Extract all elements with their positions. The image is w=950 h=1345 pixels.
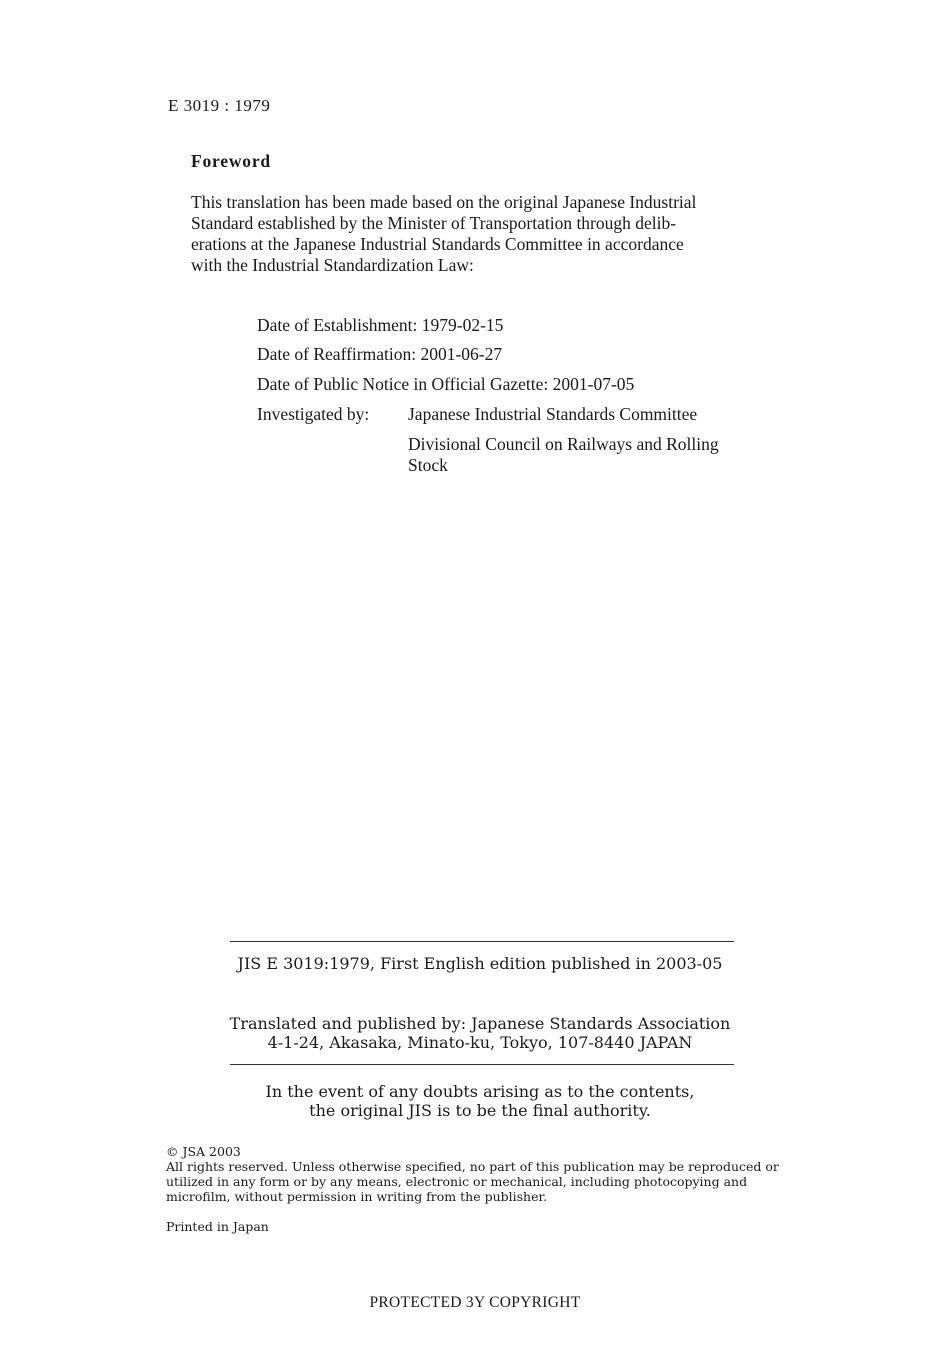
top-divider	[230, 941, 734, 942]
authority-line-1: In the event of any doubts arising as to the contents,	[265, 1082, 695, 1101]
investigated-by-value	[408, 404, 808, 476]
date-of-reaffirmation: Date of Reaffirmation: 2001-06-27	[257, 344, 503, 364]
foreword-line: erations at the Japanese Industrial Standards Committee in accordance	[191, 234, 684, 254]
foreword-heading: Foreword	[191, 151, 271, 171]
bottom-divider	[230, 1064, 734, 1065]
authority-line-2: the original JIS is to be the final authority.	[309, 1101, 651, 1120]
foreword-line: with the Industrial Standardization Law:	[191, 255, 474, 275]
rights-line: utilized in any form or by any means, electronic or mechanical, including photocopying and	[166, 1174, 748, 1189]
rights-reserved-text	[166, 1159, 806, 1204]
publisher-line: Translated and published by: Japanese Standards Association	[229, 1014, 731, 1033]
investigated-line: Divisional Council on Railways and Rolling	[408, 434, 719, 454]
investigated-line: Stock	[408, 455, 448, 475]
document-code: E 3019 : 1979	[168, 96, 271, 115]
protected-by-copyright-footer: PROTECTED 3Y COPYRIGHT	[369, 1294, 581, 1311]
printed-in-japan: Printed in Japan	[166, 1219, 269, 1234]
copyright-notice: © JSA 2003	[166, 1144, 241, 1159]
rights-line: All rights reserved. Unless otherwise specified, no part of this publication may be reproduced or	[166, 1159, 779, 1174]
foreword-line: This translation has been made based on the original Japanese Industrial	[191, 192, 697, 212]
foreword-line: Standard established by the Minister of Transportation through delib-	[191, 213, 677, 233]
investigated-by-label: Investigated by:	[257, 404, 370, 424]
date-of-public-notice: Date of Public Notice in Official Gazette: 2001-07-05	[257, 374, 635, 394]
rights-line: microfilm, without permission in writing from the publisher.	[166, 1189, 548, 1204]
investigated-line: Japanese Industrial Standards Committee	[408, 404, 698, 424]
edition-line: JIS E 3019:1979, First English edition published in 2003-05	[237, 954, 723, 973]
date-of-establishment: Date of Establishment: 1979-02-15	[257, 315, 504, 335]
foreword-paragraph	[191, 192, 811, 276]
publisher-address: 4-1-24, Akasaka, Minato-ku, Tokyo, 107-8440 JAPAN	[267, 1033, 693, 1052]
